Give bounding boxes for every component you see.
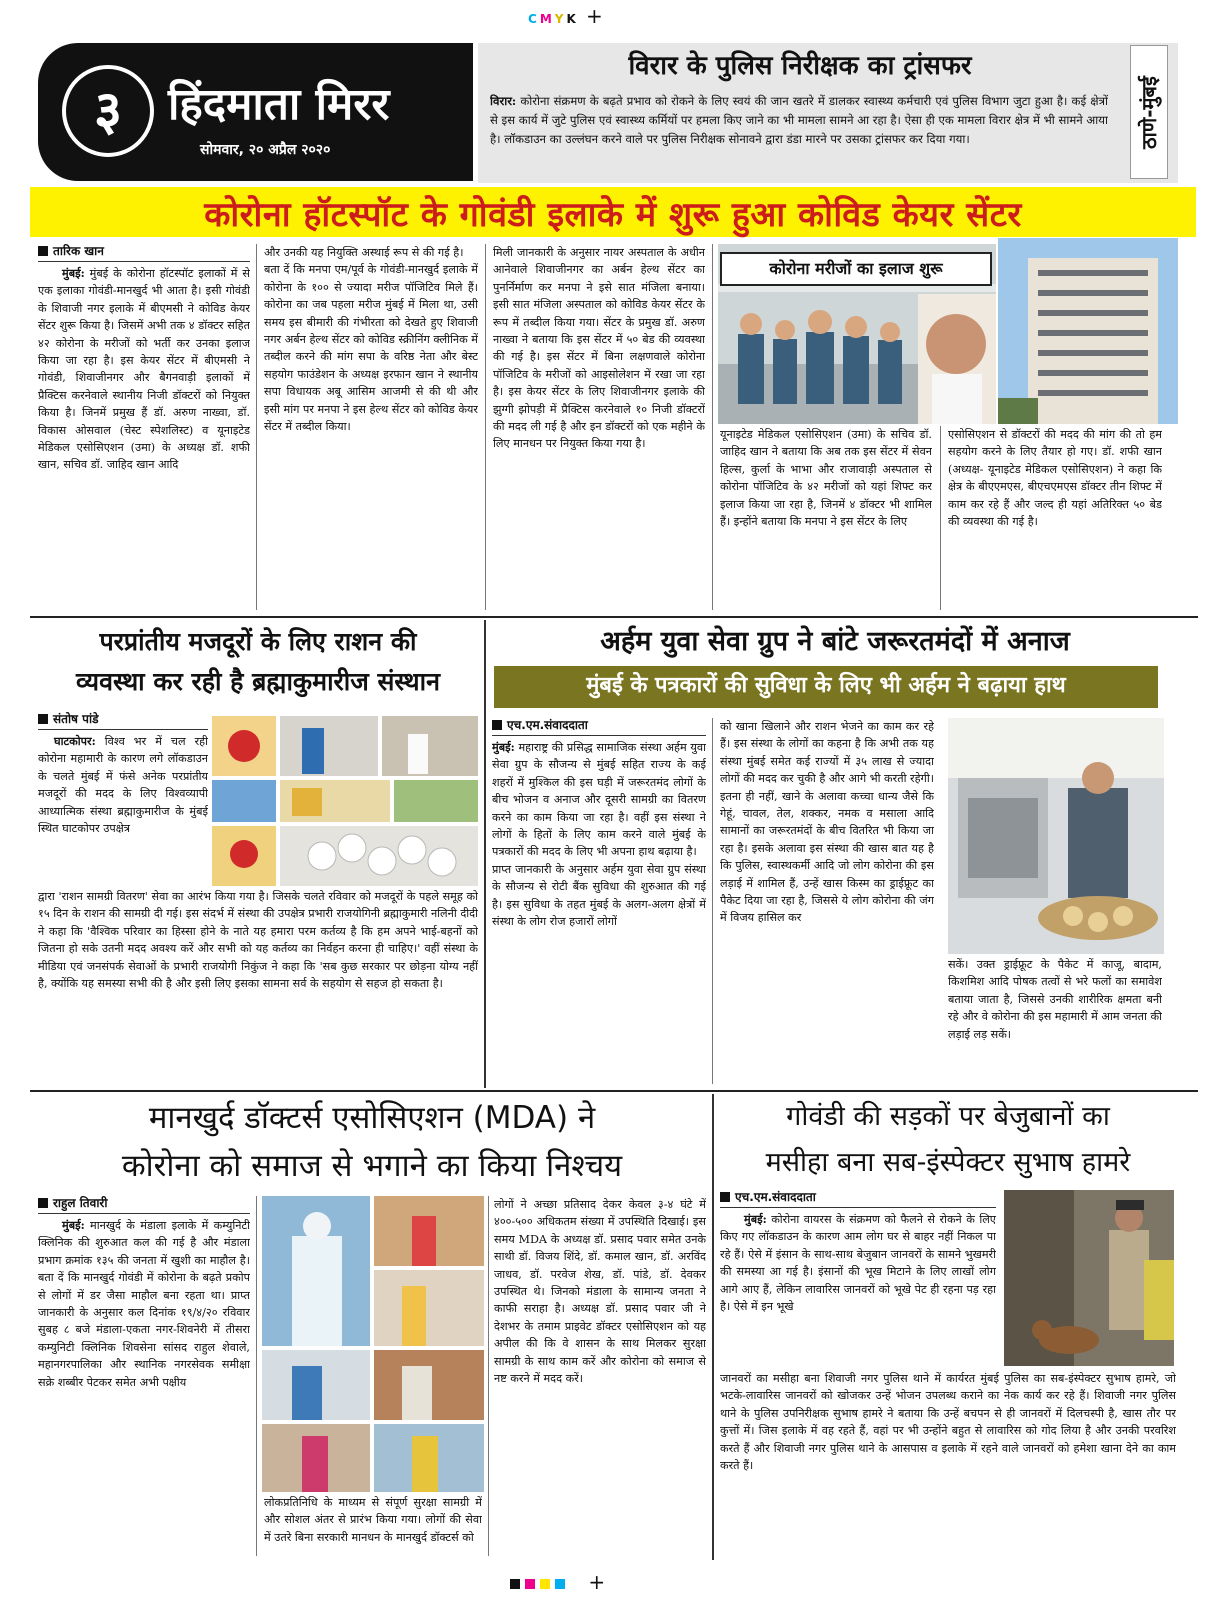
registration-cross-icon: + <box>588 1570 606 1594</box>
column-divider <box>712 244 713 610</box>
section-rule <box>30 616 1198 618</box>
mda-byline: राहुल तिवारी <box>38 1194 250 1214</box>
main-story-col2: और उनकी यह नियुक्ति अस्थाई रूप से की गई है। बता दें कि मनपा एम/पूर्व के गोवंडी-मानखुर्द इलाके में कोरोना के १०० से ज्यादा मरीज पॉजिटिव मिले हैं। कोरोना का जब पहला मरीज मुंबई में मिला था, उसी समय इस बीमारी की गंभीरता को देखते हुए शिवाजी नगर अर्बन हेल्थ सेंटर को कोविड स्क्रीनिंग क्लीनिक में तब्दील करने की मांग सपा के वरिष्ठ नेता और बेस्ट सहयोग फाउंडेशन के अध्यक्ष इरफान खान ने स्थानीय सपा विधायक अबू आसिम आजमी से की थी और इसी मांग पर मनपा ने इस हेल्थ सेंटर को कोविड केयर सेंटर में तब्दील किया। <box>264 246 478 434</box>
mda-headline: मानखुर्द डॉक्टर्स एसोसिएशन (MDA) ने कोरोना को समाज से भगाने का किया निश्चय <box>121 1100 623 1184</box>
section-tag: ठाणे-मुंबई <box>1130 45 1168 179</box>
column-divider <box>485 244 486 610</box>
govandi-col-narrow: एच.एम.संवाददाता मुंबई: कोरोना वायरस के संक्रमण को फैलने से रोकने के लिए किए गए लॉकडाउन के कारण आम लोग घर से बाहर नहीं निकल पा रहे हैं। ऐसे में इंसान के साथ-साथ बेजुबान जानवरों के सामने भुखमरी की समस्या आ गई है। इंसानों की भूख मिटाने के लिए लाखों लोग आगे आए हैं, लेकिन लावारिस जानवरों को भूखे पेट ही रहना पड़ रहा है। ऐसे में इन भूखे <box>720 1190 996 1314</box>
ration-distribution-photos <box>212 716 478 886</box>
section-divider <box>712 1094 714 1560</box>
brahma-col-wide: द्वारा 'राशन सामग्री वितरण' सेवा का आरंभ किया गया है। जिसके चलते रविवार को मजदूरों के पहले समूह को १५ दिन के राशन की सामग्री दी गई। इस संदर्भ में संस्था की उपक्षेत्र प्रभारी राजयोगिनी ब्रह्माकुमारी नलिनी दीदी ने कहा कि 'वैश्विक परिवार का हिस्सा होने के नाते यह हमारा परम कर्तव्य है कि हम अपने भाई-बहनों को जितना हो सके उतनी मदद अवश्य करें और सभी को यह कर्तव्य का निर्वहन करना ही चाहिए।' वहीं संस्था के मीडिया एवं जनसंपर्क सेवाओं के प्रभारी राजयोगी निकुंज ने कहा कि 'सब कुछ सरकार पर छोड़ना योग्य नहीं है, क्योंकि यह समस्या सभी की है और इसी लिए इसका सामना सर्व के सहयोग से सहज हो सकता है। <box>38 890 478 991</box>
main-story-col5: एसोसिएशन से डॉक्टरों की मदद की मांग की तो हम सहयोग करने के लिए तैयार हो गए। डॉ. शफी खान (अध्यक्ष- यूनाइटेड मेडिकल एसोसिएशन) ने कहा कि क्षेत्र के बीएएमएस, बीएचएमएस डॉक्टर तीन शिफ्ट में काम कर रहे हैं और जल्द ही यहां अतिरिक्त ५० बेड की व्यवस्था की गई है। <box>948 428 1162 529</box>
brahma-col-narrow: संतोष पांडे घाटकोपर: विश्व भर में चल रही कोरोना महामारी के कारण लगे लॉकडाउन के चलते मुंबई में फंसे अनेक परप्रांतीय मजदूरों की मदद के लिए विश्वव्यापी आध्यात्मिक संस्था ब्रह्माकुमारीज के मुंबई स्थित घाटकोपर उपक्षेत्र <box>38 712 208 836</box>
column-divider <box>488 1196 489 1556</box>
top-story-body: विरार: कोरोना संक्रमण के बढ़ते प्रभाव को रोकने के लिए स्वयं की जान खतरे में डालकर स्वास्थ्य कर्मचारी एवं पुलिस विभाग जुटा हुआ है। कई क्षेत्रों से इस कार्य में जुटे पुलिस एवं स्वास्थ्य कर्मियों पर हमला किए जाने का भी मामला सामने आ रहा है। ऐसा ही एक मामला विरार क्षेत्र में भी सामने आया है। लॉकडाउन का उल्लंघन करने वाले पर पुलिस निरीक्षक सोनावने द्वारा डंडा मारने पर उसका ट्रांसफर कर दिया गया। <box>490 94 1108 146</box>
bottom-color-bar <box>510 1572 605 1593</box>
section-rule <box>30 1090 1198 1092</box>
govandi-headline: गोवंडी की सड़कों पर बेजुबानों का मसीहा बना सब-इंस्पेक्टर सुभाष हामरे <box>765 1101 1131 1178</box>
arham-subheadline: मुंबई के पत्रकारों की सुविधा के लिए भी अर्हम ने बढ़ाया हाथ <box>494 666 1158 708</box>
main-photo-caption: कोरोना मरीजों का इलाज शुरू <box>720 252 992 286</box>
column-divider <box>256 244 257 610</box>
community-clinic-photos <box>262 1196 484 1492</box>
top-story-headline: विरार के पुलिस निरीक्षक का ट्रांसफर <box>628 51 972 81</box>
roti-bank-kitchen-photo <box>948 718 1164 954</box>
main-story-col1: तारिक खान मुंबई: मुंबई के कोरोना हॉटस्पॉट इलाकों में से एक इलाका गोवंडी-मानखुर्द भी आता है। इसी गोवंडी के शिवाजी नगर इलाके में बीएमसी ने कोविड केयर सेंटर शुरू किया है। जिसमें अभी तक ४ डॉक्टर सहित ४२ कोरोना के मरीजों को भर्ती कर उनका इलाज किया जा रहा है। इस केयर सेंटर में बीएमसी ने गोवंडी, शिवाजीनगर और बैगनवाड़ी इलाकों में प्रैक्टिस करनेवाले स्थानीय निजी डॉक्टरों को नियुक्त किया है। जिनमें प्रमुख हैं डॉ. अरुण नाख्वा, डॉ. विकास ओसवाल (चेस्ट स्पेशलिस्ट) व यूनाइटेड मेडिकल एसोसिएशन (उमा) के अध्यक्ष डॉ. शफी खान, सचिव डॉ. जाहिद खान आदि <box>38 244 250 472</box>
page-number-badge: ३ <box>62 65 154 157</box>
mda-col3: लोगों ने अच्छा प्रतिसाद देकर केवल ३-४ घंटे में ४००-५०० अधिकतम संख्या में उपस्थिति दिखाई। इस समय MDA के अध्यक्ष डॉ. प्रसाद पवार समेत उनके साथी डॉ. विजय शिंदे, डॉ. कमाल खान, डॉ. अरविंद जाधव, डॉ. परवेज शेख, डॉ. पांडे, डॉ. देवकर उपस्थित थे। जिनको मंडाला के सामान्य जनता ने काफी सराहा है। अध्यक्ष डॉ. प्रसाद पवार जी ने देशभर के तमाम प्राइवेट डॉक्टर एसोसिएशन को यह अपील की कि वे शासन के साथ मिलकर सुरक्षा सामग्री के साथ काम करें और कोरोना को समाज से नष्ट करने में मदद करें। <box>494 1198 706 1386</box>
govandi-byline: एच.एम.संवाददाता <box>720 1188 996 1208</box>
arham-col3: सकें। उक्त ड्राईफ्रूट के पैकेट में काजू, बादाम, किशमिश आदि पोषक तत्वों से भरे फलों का समावेश बताया जाता है, जिससे उनकी शारीरिक क्षमता बनी रहे और वे कोरोना की इस महामारी में आम जनता की लड़ाई लड़ सकें। <box>948 958 1162 1041</box>
column-divider <box>256 1196 257 1556</box>
section-divider <box>484 620 486 1088</box>
registration-cross-icon: + <box>585 4 606 28</box>
mda-col2: लोकप्रतिनिधि के माध्यम से संपूर्ण सुरक्षा सामग्री में और सोशल अंतर से प्रारंभ किया गया। लोगों की सेवा में उतरे बिना सरकारी मानधन के मानखुर्द डॉक्टर्स को <box>264 1496 482 1544</box>
column-divider <box>712 718 713 1084</box>
brahma-byline: संतोष पांडे <box>38 710 208 730</box>
govandi-col-wide: जानवरों का मसीहा बना शिवाजी नगर पुलिस थाने में कार्यरत मुंबई पुलिस का सब-इंस्पेक्टर सुभाष हामरे, जो भटके-लावारिस जानवरों को खोजकर उन्हें भोजन उपलब्ध कराने का नेक कार्य कर रहे हैं। शिवाजी नगर पुलिस थाने के पुलिस उपनिरीक्षक सुभाष हामरे ने बताया कि उन्हें बचपन से ही जानवरों में दिलचस्पी है, खास तौर पर कुत्तों में। जिस इलाके में वह रहते हैं, वहां पर भी उन्होंने बहुत से लावारिस को गोद लिया है और उनकी परवरिश करते हैं और शिवाजी नगर पुलिस थाने के आसपास व इलाके में रहने वाले जानवरों को हमेशा खाना देने का काम करते हैं। <box>720 1372 1176 1473</box>
hospital-building-photo <box>998 238 1178 424</box>
issue-date: सोमवार, २० अप्रैल २०२० <box>200 142 331 158</box>
cmyk-registration-mark: CMYK + <box>528 4 606 28</box>
main-story-col4: यूनाइटेड मेडिकल एसोसिएशन (उमा) के सचिव डॉ. जाहिद खान ने बताया कि अब तक इस सेंटर में सेवन हिल्स, कुर्ला के भाभा और राजावाड़ी अस्पताल से कोरोना पॉजिटिव के ४२ मरीजों को यहां शिफ्ट कर इलाज किया जा रहा है, जिनमें ४ डॉक्टर भी शामिल हैं। इन्होंने बताया कि मनपा ने इस सेंटर के लिए <box>720 428 932 529</box>
mda-col1: राहुल तिवारी मुंबई: मानखुर्द के मंडाला इलाके में कम्युनिटी क्लिनिक की शुरुआत कल की गई है और मंडाला प्रभाग क्रमांक १३५ की जनता में खुशी का माहौल है। बता दें कि मानखुर्द गोवंडी में कोरोना के बढ़ते प्रकोप से लोगों में डर जैसा माहौल बना रहता था। प्राप्त जानकारी के अनुसार कल दिनांक १९/४/२० रविवार सुबह ८ बजे मंडाला-एकता नगर-शिवनेरी में तीसरा कम्युनिटी क्लिनिक शिवसेना सांसद राहुल शेवाले, महानगरपालिका और स्थानिक नगरसेवक समीक्षा सक्रे शब्बीर पेटकर समेत अभी पक्षीय <box>38 1196 250 1389</box>
police-feeding-dogs-photo <box>1004 1190 1174 1366</box>
main-story-col3: मिली जानकारी के अनुसार नायर अस्पताल के अधीन आनेवाले शिवाजीनगर का अर्बन हेल्थ सेंटर का पुनर्निर्माण कर मनपा ने इसे सात मंजिला बनाया। इसी सात मंजिला अस्पताल को कोविड केयर सेंटर के रूप में तब्दील किया गया। सेंटर के प्रमुख डॉ. अरुण नाख्वा ने बताया कि इस सेंटर में ५० बेड की व्यवस्था की गई है। इस सेंटर में बिना लक्षणवाले कोरोना पॉजिटिव के मरीजों को आइसोलेशन में रखा जा रहा है। इस केयर सेंटर के लिए शिवाजीनगर इलाके की झुग्गी झोपड़ी में प्रैक्टिस करनेवाले १० निजी डॉक्टरों की मदद ली गई है और इन डॉक्टरों को एक महीने के लिए मानधन पर नियुक्त किया गया है। <box>493 246 705 451</box>
newspaper-title: हिंदमाता मिरर <box>168 79 390 130</box>
brahma-headline: परप्रांतीय मजदूरों के लिए राशन की व्यवस्था कर रही है ब्रह्माकुमारीज संस्थान <box>76 627 440 696</box>
arham-headline: अर्हम युवा सेवा ग्रुप ने बांटे जरूरतमंदों में अनाज <box>600 626 1070 657</box>
main-headline: कोरोना हॉटस्पॉट के गोवंडी इलाके में शुरू हुआ कोविड केयर सेंटर <box>30 187 1196 237</box>
main-story-byline: तारिक खान <box>38 242 250 262</box>
column-divider <box>940 426 941 610</box>
arham-byline: एच.एम.संवाददाता <box>492 716 706 736</box>
arham-col1: एच.एम.संवाददाता मुंबई: महाराष्ट्र की प्रसिद्ध सामाजिक संस्था अर्हम युवा सेवा ग्रुप के सौजन्य से मुंबई सहित राज्य के कई शहरों में मुश्किल की इस घड़ी में जरूरतमंद लोगों के बीच भोजन व अनाज और दूसरी सामग्री का वितरण करने का काम किया जा रहा है। वहीं इस संस्था ने लोगों के हितों के लिए काम करने वाले मुंबई के पत्रकारों की मदद के लिए भी अपना हाथ बढ़ाया है। प्राप्त जानकारी के अनुसार अर्हम युवा सेवा ग्रुप संस्था के सौजन्य से रोटी बैंक सुविधा की शुरुआत की गई है। इस सुविधा के तहत मुंबई के अलग-अलग क्षेत्रों में संस्था के लोग रोज हजारों लोगों <box>492 718 706 929</box>
arham-col2: को खाना खिलाने और राशन भेजने का काम कर रहे हैं। इस संस्था के लोगों का कहना है कि अभी तक यह संस्था मुंबई समेत कई राज्यों में ३५ लाख से ज्यादा लोगों की मदद कर चुकी है और आगे भी करती रहेगी। इतना ही नहीं, खाने के अलावा कच्चा धान्य जैसे कि गेहूं, चावल, तेल, शक्कर, नमक व मसाला आदि सामानों का जरूरतमंदों के बीच वितरित भी किया जा रहा है। इसके अलावा इस संस्था की खास बात यह है कि पुलिस, स्वास्थकर्मी आदि जो लोग कोरोना की इस लड़ाई में शामिल हैं, उन्हें खास किस्म का ड्राईफ्रूट का पैकेट दिया जा रहा है, जिससे ये लोग कोरोना की जंग में विजय हासिल कर <box>720 720 934 925</box>
